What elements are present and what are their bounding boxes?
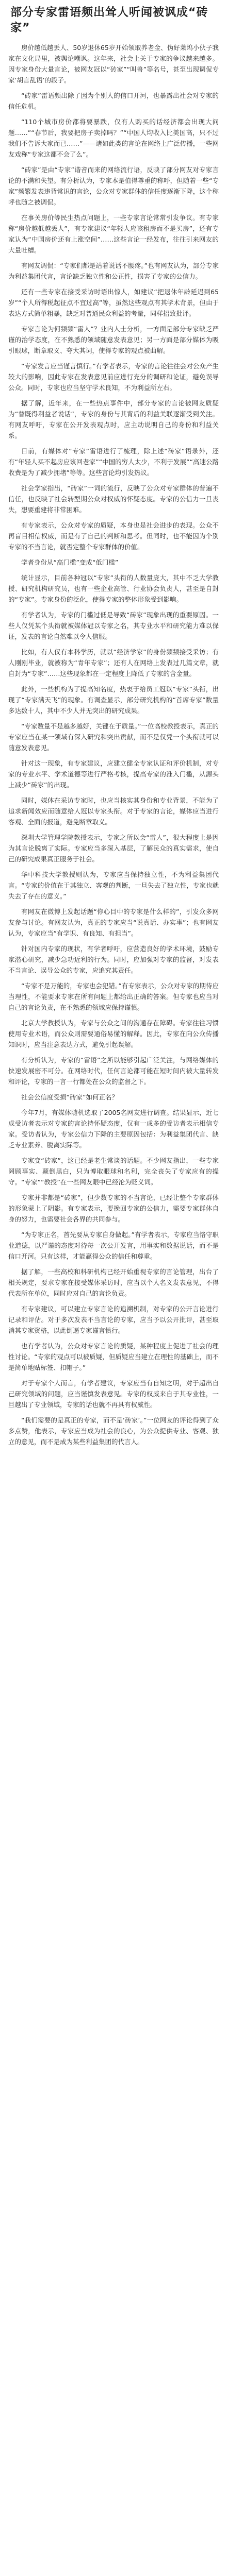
article-paragraph: 同时，媒体在采访专家时，也应当核实其身份和专业背景，不能为了追求新闻效应而随意给人冠以专家头衔。对于专家的言论，媒体应当进行客观、全面的报道，避免断章取义。 bbox=[8, 796, 219, 826]
article-paragraph: “砖家”是由“专家”谐音而来的网络流行语，反映了部分网友对专家言论的不满和失望。有分析认为，专家本是值得尊重的称呼，但随着一些“专家”频繁发表违背常识的言论，公众对专家群体的信任度逐渐下降，这个称呼也随之被调侃。 bbox=[8, 166, 219, 206]
article-paragraph: 房价越低越丢人、50岁退休65岁开始领取养老金、伪好莱坞小伙子我家在文化局里，被舆论嘲讽。这年来，社会上关于专家的争议越来越多。因专家身份大量言论，被网友冠以“砖家”“叫兽”等名号，甚至出现调侃专家‘胡言乱语’的段子。 bbox=[8, 44, 219, 84]
article-paragraph: “砖家”雷语频出除了因为个别人的信口开河，也暴露出社会对专家的信任危机。 bbox=[8, 92, 219, 110]
article-paragraph: 有网友调侃：“专家们都是站着说话不腰疼。”也有网友认为，部分专家为利益集团代言，言论缺乏独立性和公正性，损害了专家的公信力。 bbox=[8, 262, 219, 280]
article-paragraph: 华中科技大学教授则认为，专家应当保持独立性，不为利益集团代言。“专家的价值在于其独立、客观的判断，一旦失去了独立性，专家也就失去了存在的意义。” bbox=[8, 871, 219, 900]
article-paragraph: 据了解，一些高校和科研机构已经开始重视专家的言论管理，出台了相关规定，要求专家在接受媒体采访时，应当以个人名义发表意见，不得代表所在单位，同时应对自己的言论负责。 bbox=[8, 1268, 219, 1297]
article-paragraph: “我们需要的是真正的专家，而不是‘砖家’。”一位网友的评论得到了众多点赞，他表示，专家应当成为社会的良心，为公众提供专业、客观、独立的意见，而不是成为某些利益集团的代言人。 bbox=[8, 1416, 219, 1446]
article-paragraph: 有专家表示，公众对专家的质疑，本身也是社会进步的表现。公众不再盲目相信权威，而是有了自己的判断和思考。但同时，也不能因为个别专家的不当言论，就否定整个专家群体的价值。 bbox=[8, 521, 219, 551]
article-paragraph: “专家数量不是越多越好，关键在于质量。”一位高校教授表示，真正的专家应当在某一领域有深入研究和突出贡献，而不是仅凭一个头衔就可以随意发表意见。 bbox=[8, 722, 219, 752]
article-paragraph: 在事关房价等民生热点问题上，一些专家言论常常引发争议。有专家称“房价越低越丢人”，有专家建议“年轻人应该租房而不是买房”，还有专家认为“中国房价还有上涨空间”……这些言论一经发布，往往引来网友的大量吐槽。 bbox=[8, 214, 219, 254]
article-title: 部分专家雷语频出耸人听闻被讽成“砖家” bbox=[10, 6, 208, 35]
article-paragraph: 此外，一些机构为了提高知名度，热衷于给员工冠以“专家”头衔，出现了“专家满天飞”的现象。有调查显示，部分研究机构的“首席专家”数量多达数十人，其中不少人并无突出的研究成果。 bbox=[8, 685, 219, 715]
article-body bbox=[8, 42, 219, 1447]
article-paragraph: 统计显示，目前各种冠以“专家”头衔的人数量庞大，其中不乏大学教授、研究机构研究员，也有一些企业高管、行业协会负责人，甚至是自封的“专家”。专家身份的泛化，使得专家的整体形象受到影响。 bbox=[8, 574, 219, 603]
article-paragraph: “为专家正名，首先要从专家自身做起。”有学者表示，专家应当恪守职业道德，以严谨的态度对待每一次公开发言，用事实和数据说话，而不是信口开河。只有这样，才能赢得公众的信任和尊重。 bbox=[8, 1231, 219, 1260]
article-paragraph: 今年7月，有媒体随机选取了2005名网友进行调查。结果显示，近七成受访者表示对专家的言论持怀疑态度，仅有一成多的受访者表示相信专家。受访者认为，专家公信力下降的主要原因包括：为利益集团代言、缺乏专业素养、脱离实际等。 bbox=[8, 1109, 219, 1149]
article-paragraph: 专家并非都是“砖家”，但少数专家的不当言论，已经让整个专家群体的形象蒙上了阴影。有专家表示，要挽回专家的公信力，需要专家群体自身的努力，也需要社会各界的共同参与。 bbox=[8, 1194, 219, 1223]
article-paragraph: 有分析认为，专家的“雷语”之所以能够引起广泛关注，与网络媒体的快速发展密不可分。在网络时代，任何言论都可能在短时间内被大量转发和评论，专家的一言一行都处在公众的监督之下。 bbox=[8, 1056, 219, 1086]
article-paragraph: “110个城市房价都将要暴跌，仅有人购买的话经济都会出现大问题……”“春节后，我要把房子卖掉吗？”“中国人均收入比美国高，只不过我们不告诉大家而已……”——诸如此类的言论在网络上广泛传播，一些网友戏称“专家这都不会了么”。 bbox=[8, 118, 219, 158]
article-paragraph: 有专家建议，可以建立专家言论的追溯机制，对专家的公开言论进行记录和评估。对于多次发表不当言论的专家，应当予以公开批评，甚至取消其专家资格，以此倒逼专家谨言慎行。 bbox=[8, 1305, 219, 1334]
article-paragraph: 也有学者认为，公众对专家言论的质疑，某种程度上促进了社会的理性讨论。“专家的观点可以被质疑，但质疑应当建立在理性的基础上，而不是简单地贴标签、扣帽子。” bbox=[8, 1342, 219, 1371]
article-paragraph: 学者身份从“高门槛”变成“低门槛” bbox=[21, 558, 119, 566]
article-paragraph: 有网友在微博上发起话题“你心目中的专家是什么样的”，引发众多网友参与讨论。有网友认为，真正的专家应当“说真话、办实事”；也有网友认为，专家应当“有学识、有良知、有担当”。 bbox=[8, 908, 219, 937]
article-paragraph: “专家不是万能的，专家也会犯错。”有专家表示，公众对专家的期待应当理性，不能要求专家在所有问题上都给出正确的答案。但专家也应当对自己的言论负责，在不熟悉的领域应保持谨慎。 bbox=[8, 982, 219, 1011]
article-paragraph: 比如，有人仅有本科学历，就以“经济学家”的身份频频接受采访；有人刚刚毕业，就被称为“青年专家”；还有人在网络上发表过几篇文章，就自封为“专家”……这些现象都在一定程度上降低了专家的含金量。 bbox=[8, 648, 219, 677]
article-paragraph: 社会学家指出，“砖家”一词的流行，反映了公众对专家群体的普遍不信任，也反映了社会转型期公众对权威的怀疑态度。专家的公信力一旦丧失，想要重建将非常困难。 bbox=[8, 484, 219, 514]
article-paragraph: 专家言论为何频频“雷人”？业内人士分析，一方面是部分专家缺乏严谨的治学态度，在不熟悉的领域随意发表意见；另一方面是部分媒体为吸引眼球，断章取义、夸大其词，使得专家的观点被曲解。 bbox=[8, 325, 219, 354]
article-paragraph: 针对国内专家的现状，有学者呼吁，应营造良好的学术环境，鼓励专家潜心研究，减少急功近利的行为。同时，应加强对专家的监督，对发表不当言论、误导公众的专家，应追究其责任。 bbox=[8, 945, 219, 974]
article-paragraph: 北京大学教授认为，专家与公众之间的沟通存在障碍。专家往往习惯使用专业术语，而公众则需要通俗易懂的解释。因此，专家在向公众传播知识时，应当注意表达方式，避免引起误解。 bbox=[8, 1019, 219, 1048]
article-paragraph: 日前，有媒体对“专家”雷语进行了梳理，除上述“砖家”语录外，还有“年轻人买不起房应该回老家”“中国的穷人太少，不利于发展”“高速公路收费是为了减少拥堵”等等。这些言论均引发热议。 bbox=[8, 447, 219, 477]
article-paragraph: 对于专家个人而言，有学者建议，专家应当有自知之明，对于超出自己研究领域的问题，应当谨慎发表意见。专家的权威来自于其专业性，一旦越出了专业领域，专家的话也就不再具有权威性。 bbox=[8, 1379, 219, 1409]
article-paragraph: 针对这一现象，有专家建议，应建立健全专家认证和评价机制，对专家的专业水平、学术道德等进行严格考核，提高专家的准入门槛，从源头上减少“砖家”的出现。 bbox=[8, 759, 219, 789]
article-paragraph: 有学者认为，专家的门槛过低是导致“砖家”现象出现的重要原因。一些人仅凭某个头衔就被媒体冠以专家之名，其专业水平和研究能力难以保证，发表的言论自然难以令人信服。 bbox=[8, 611, 219, 640]
article-paragraph: 据了解，近年来，在一些热点事件中，部分专家的言论被网友质疑为“替既得利益者说话”，专家的身份与其背后的利益关联逐渐受到关注。有网友呼吁，专家在公开发表观点时，应主动说明自己的身份和利益关系。 bbox=[8, 399, 219, 439]
article-paragraph: 深圳大学管理学院教授表示，专家之所以会“雷人”，很大程度上是因为其言论脱离了实际。专家应当多深入基层，了解民众的真实需求，使自己的研究成果真正服务于社会。 bbox=[8, 834, 219, 863]
article-paragraph: “专家发言应当谨言慎行。”有学者表示，专家的言论往往会对公众产生较大的影响，因此专家在发表意见前应进行充分的调研和论证，避免误导公众。同时，专家也应当坚守学术良知，不为利益所左右。 bbox=[8, 362, 219, 392]
article-paragraph: 专家变“砖家”，这已经是老生常谈的话题。不少网友指出，一些专家罔顾事实、颠倒黑白，只为博取眼球和名利，完全丧失了专家应有的操守。“专家”“教授”在一些网友眼中已经沦为贬义词。 bbox=[8, 1157, 219, 1186]
article-paragraph: 还有一些专家在接受采访时语出惊人，如建议“把退休年龄延迟到65岁”“个人所得税起征点不宜过高”等，虽然这些观点有其学术背景，但由于表达方式简单粗暴，缺乏对普通民众利益的考量，同样招致批评。 bbox=[8, 288, 219, 317]
article-paragraph: 社会公信度受损“砖家”如何正名？ bbox=[21, 1093, 118, 1101]
